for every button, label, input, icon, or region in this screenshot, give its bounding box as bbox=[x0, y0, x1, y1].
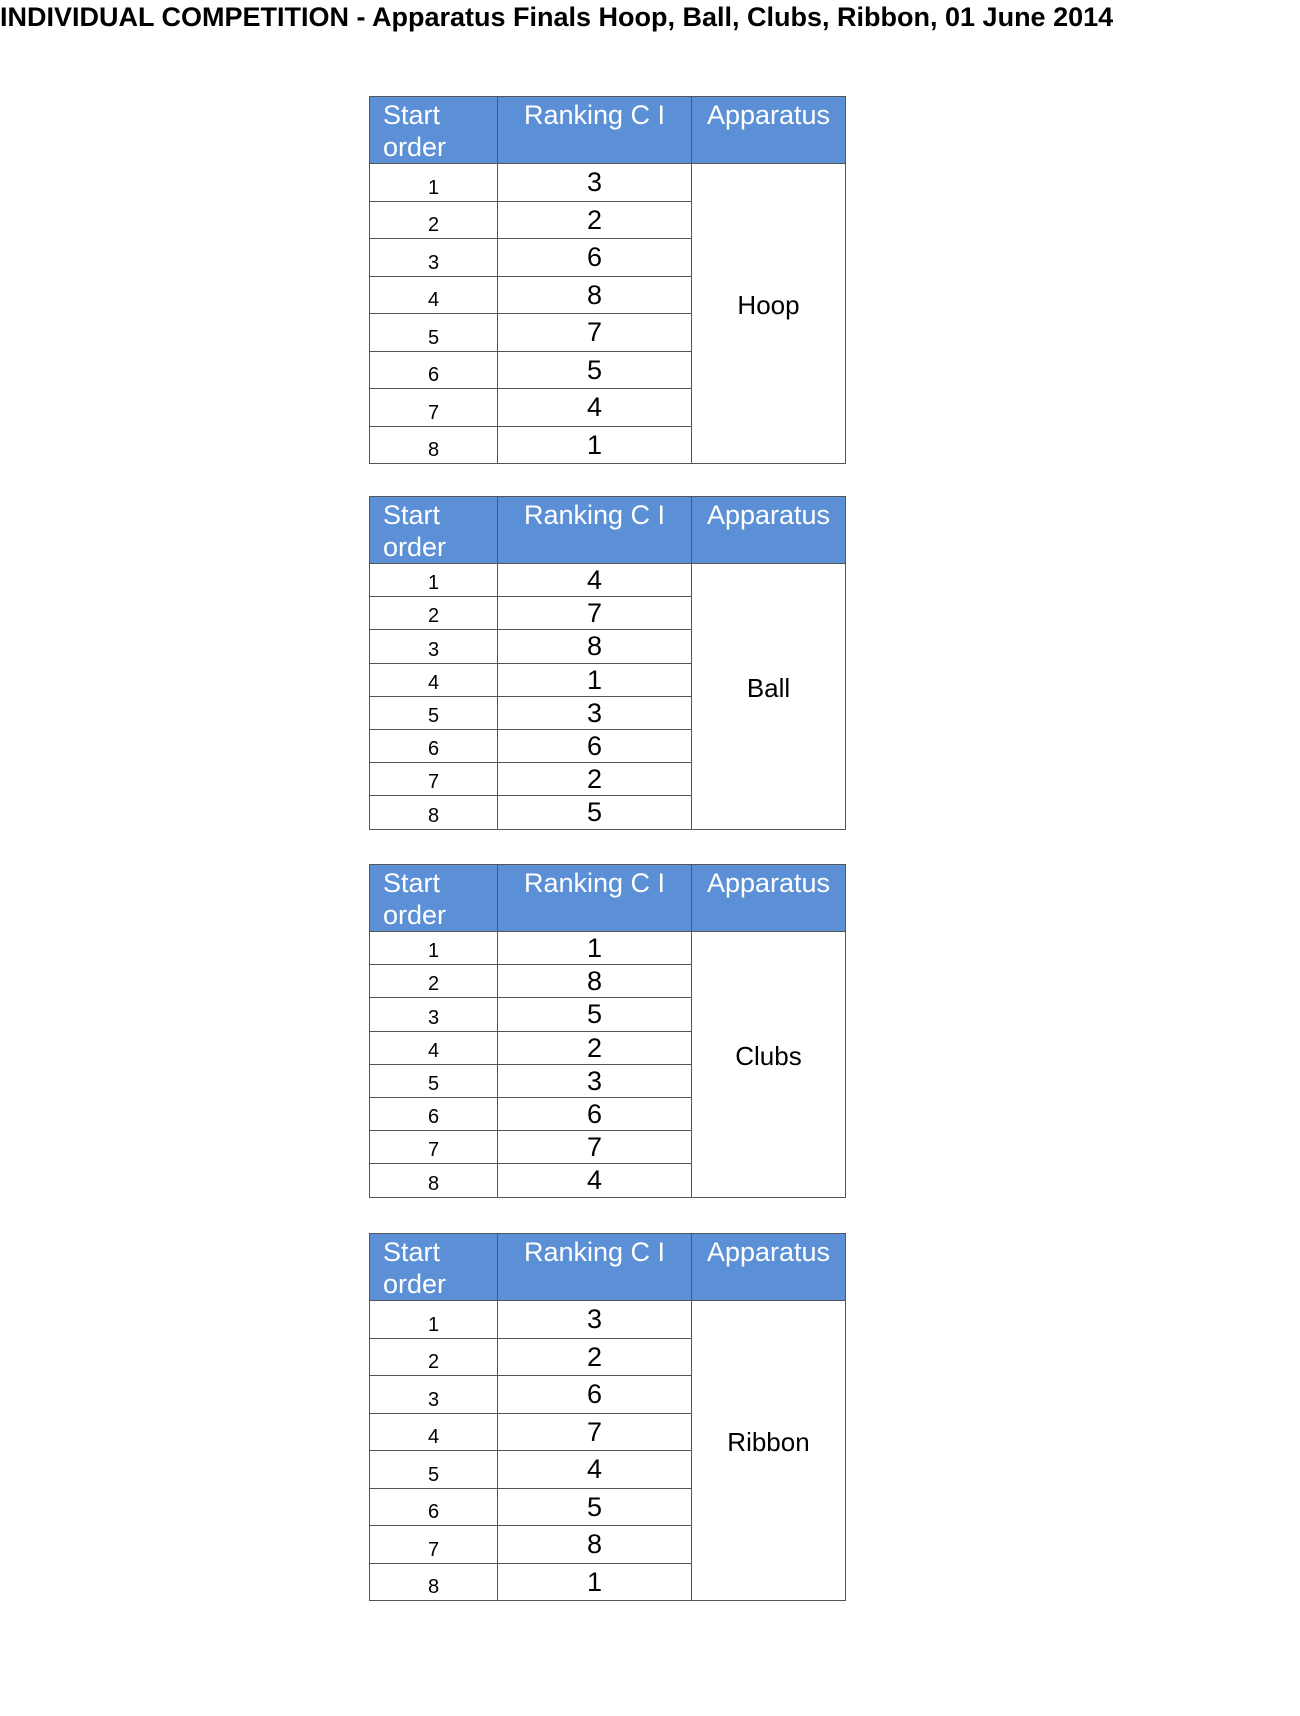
ranking-cell: 5 bbox=[498, 1488, 692, 1526]
start-order-cell: 1 bbox=[370, 1301, 498, 1339]
ranking-cell: 1 bbox=[498, 932, 692, 965]
ranking-cell: 1 bbox=[498, 663, 692, 696]
schedule-table-hoop bbox=[369, 96, 846, 464]
start-order-cell: 5 bbox=[370, 1064, 498, 1097]
header-start-order-line: Start bbox=[383, 100, 441, 130]
start-order-cell: 5 bbox=[370, 1451, 498, 1489]
header-ranking: Ranking C I bbox=[498, 497, 692, 564]
start-order-cell: 7 bbox=[370, 389, 498, 427]
ranking-cell: 2 bbox=[498, 1031, 692, 1064]
header-apparatus: Apparatus bbox=[692, 97, 846, 164]
start-order-cell: 8 bbox=[370, 426, 498, 464]
schedule-table-clubs bbox=[369, 864, 846, 1198]
ranking-cell: 7 bbox=[498, 597, 692, 630]
ranking-cell: 7 bbox=[498, 314, 692, 352]
ranking-cell: 8 bbox=[498, 965, 692, 998]
start-order-cell: 6 bbox=[370, 351, 498, 389]
start-order-cell: 2 bbox=[370, 965, 498, 998]
header-apparatus: Apparatus bbox=[692, 865, 846, 932]
ranking-cell: 6 bbox=[498, 1376, 692, 1414]
start-order-cell: 3 bbox=[370, 1376, 498, 1414]
start-order-cell: 4 bbox=[370, 1031, 498, 1064]
ranking-cell: 8 bbox=[498, 276, 692, 314]
header-start-order bbox=[370, 865, 498, 932]
start-order-cell: 2 bbox=[370, 597, 498, 630]
start-order-cell: 6 bbox=[370, 1097, 498, 1130]
ranking-cell: 3 bbox=[498, 164, 692, 202]
start-order-cell: 1 bbox=[370, 164, 498, 202]
start-order-cell: 5 bbox=[370, 314, 498, 352]
ranking-cell: 5 bbox=[498, 998, 692, 1031]
schedule-table-ribbon bbox=[369, 1233, 846, 1601]
table-row bbox=[370, 564, 846, 597]
ranking-cell: 4 bbox=[498, 564, 692, 597]
ranking-cell: 6 bbox=[498, 729, 692, 762]
ranking-cell: 7 bbox=[498, 1131, 692, 1164]
start-order-cell: 7 bbox=[370, 763, 498, 796]
table-row bbox=[370, 164, 846, 202]
header-apparatus: Apparatus bbox=[692, 497, 846, 564]
ranking-cell: 4 bbox=[498, 1164, 692, 1197]
ranking-cell: 3 bbox=[498, 1064, 692, 1097]
table-row bbox=[370, 1301, 846, 1339]
start-order-cell: 3 bbox=[370, 239, 498, 277]
ranking-cell: 8 bbox=[498, 1526, 692, 1564]
start-order-cell: 4 bbox=[370, 1413, 498, 1451]
ranking-cell: 2 bbox=[498, 763, 692, 796]
start-order-cell: 4 bbox=[370, 276, 498, 314]
header-start-order-line: order bbox=[383, 132, 447, 162]
header-start-order-line: order bbox=[383, 532, 447, 562]
header-apparatus: Apparatus bbox=[692, 1234, 846, 1301]
header-ranking: Ranking C I bbox=[498, 865, 692, 932]
ranking-cell: 2 bbox=[498, 1338, 692, 1376]
ranking-cell: 4 bbox=[498, 389, 692, 427]
apparatus-cell: Hoop bbox=[692, 164, 846, 464]
start-order-cell: 7 bbox=[370, 1131, 498, 1164]
apparatus-cell: Ball bbox=[692, 564, 846, 830]
start-order-cell: 2 bbox=[370, 201, 498, 239]
schedule-table-ball bbox=[369, 496, 846, 830]
ranking-cell: 1 bbox=[498, 1563, 692, 1601]
start-order-cell: 6 bbox=[370, 1488, 498, 1526]
start-order-cell: 7 bbox=[370, 1526, 498, 1564]
header-start-order-line: order bbox=[383, 1269, 447, 1299]
ranking-cell: 5 bbox=[498, 796, 692, 829]
ranking-cell: 1 bbox=[498, 426, 692, 464]
header-start-order-line: Start bbox=[383, 868, 441, 898]
start-order-cell: 3 bbox=[370, 630, 498, 663]
ranking-cell: 6 bbox=[498, 1097, 692, 1130]
header-start-order bbox=[370, 97, 498, 164]
start-order-cell: 1 bbox=[370, 932, 498, 965]
header-ranking: Ranking C I bbox=[498, 1234, 692, 1301]
header-start-order-line: Start bbox=[383, 500, 441, 530]
start-order-cell: 4 bbox=[370, 663, 498, 696]
ranking-cell: 7 bbox=[498, 1413, 692, 1451]
start-order-cell: 8 bbox=[370, 1164, 498, 1197]
header-start-order-line: order bbox=[383, 900, 447, 930]
apparatus-cell: Ribbon bbox=[692, 1301, 846, 1601]
ranking-cell: 5 bbox=[498, 351, 692, 389]
header-start-order-line: Start bbox=[383, 1237, 441, 1267]
header-ranking: Ranking C I bbox=[498, 97, 692, 164]
ranking-cell: 3 bbox=[498, 696, 692, 729]
ranking-cell: 6 bbox=[498, 239, 692, 277]
start-order-cell: 3 bbox=[370, 998, 498, 1031]
start-order-cell: 1 bbox=[370, 564, 498, 597]
start-order-cell: 8 bbox=[370, 796, 498, 829]
start-order-cell: 6 bbox=[370, 729, 498, 762]
ranking-cell: 2 bbox=[498, 201, 692, 239]
ranking-cell: 8 bbox=[498, 630, 692, 663]
table-row bbox=[370, 932, 846, 965]
ranking-cell: 4 bbox=[498, 1451, 692, 1489]
start-order-cell: 5 bbox=[370, 696, 498, 729]
start-order-cell: 8 bbox=[370, 1563, 498, 1601]
start-order-cell: 2 bbox=[370, 1338, 498, 1376]
document-title: INDIVIDUAL COMPETITION - Apparatus Finals Hoop, Ball, Clubs, Ribbon, 01 June 2014 bbox=[0, 2, 1114, 32]
header-start-order bbox=[370, 1234, 498, 1301]
ranking-cell: 3 bbox=[498, 1301, 692, 1339]
header-start-order bbox=[370, 497, 498, 564]
apparatus-cell: Clubs bbox=[692, 932, 846, 1198]
